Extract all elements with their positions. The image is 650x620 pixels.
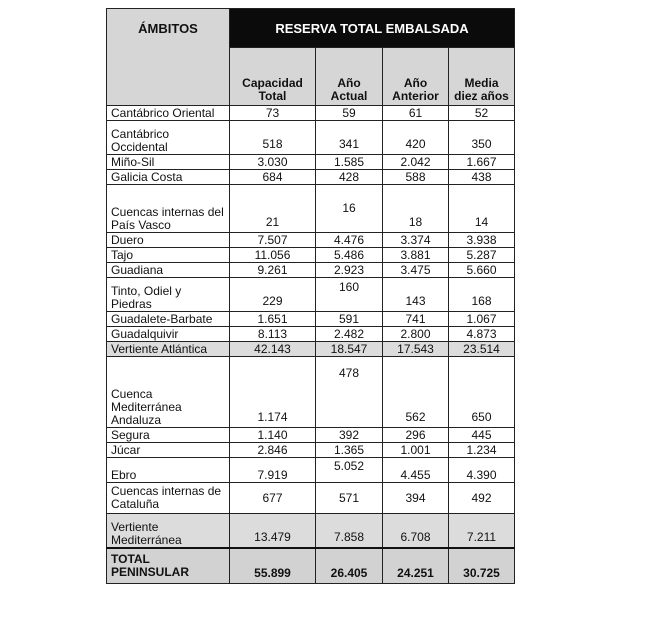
cell-actual: 5.486 <box>316 248 383 263</box>
cell-anterior: 4.455 <box>383 458 449 483</box>
cell-anterior: 17.543 <box>383 342 449 357</box>
cell-media: 5.287 <box>449 248 515 263</box>
cell-anterior: 2.800 <box>383 327 449 342</box>
cell-capacidad: 55.899 <box>230 548 316 584</box>
cell-anterior: 420 <box>383 121 449 155</box>
table-row <box>107 263 515 278</box>
row-name: Júcar <box>107 443 230 458</box>
row-name: Tajo <box>107 248 230 263</box>
header-ano-actual: Año Actual <box>316 48 383 106</box>
cell-capacidad: 42.143 <box>230 342 316 357</box>
cell-capacidad: 21 <box>230 185 316 233</box>
table-row <box>107 278 515 312</box>
row-name: Guadalquivir <box>107 327 230 342</box>
cell-capacidad: 2.846 <box>230 443 316 458</box>
row-name: Guadalete-Barbate <box>107 312 230 327</box>
table-row <box>107 443 515 458</box>
row-name: Duero <box>107 233 230 248</box>
cell-capacidad: 684 <box>230 170 316 185</box>
row-name: Segura <box>107 428 230 443</box>
cell-actual: 591 <box>316 312 383 327</box>
cell-actual: 5.052 <box>316 458 383 483</box>
row-name: Miño-Sil <box>107 155 230 170</box>
cell-actual: 341 <box>316 121 383 155</box>
cell-capacidad: 3.030 <box>230 155 316 170</box>
header-ano-anterior: Año Anterior <box>383 48 449 106</box>
subtotal-row <box>107 514 515 549</box>
row-name: Cantábrico Oriental <box>107 106 230 121</box>
header-ambitos: ÁMBITOS <box>107 9 230 106</box>
cell-actual: 478 <box>316 357 383 428</box>
cell-capacidad: 9.261 <box>230 263 316 278</box>
cell-media: 650 <box>449 357 515 428</box>
header-media-diez-anos: Media diez años <box>449 48 515 106</box>
cell-anterior: 1.001 <box>383 443 449 458</box>
cell-anterior: 18 <box>383 185 449 233</box>
row-name: Cantábrico Occidental <box>107 121 230 155</box>
cell-anterior: 61 <box>383 106 449 121</box>
cell-capacidad: 229 <box>230 278 316 312</box>
cell-media: 3.938 <box>449 233 515 248</box>
cell-capacidad: 8.113 <box>230 327 316 342</box>
table-row <box>107 170 515 185</box>
cell-anterior: 143 <box>383 278 449 312</box>
cell-media: 168 <box>449 278 515 312</box>
cell-media: 30.725 <box>449 548 515 584</box>
cell-anterior: 296 <box>383 428 449 443</box>
table-row <box>107 233 515 248</box>
table-row <box>107 483 515 514</box>
header-title: RESERVA TOTAL EMBALSADA <box>230 9 515 48</box>
cell-actual: 59 <box>316 106 383 121</box>
cell-actual: 160 <box>316 278 383 312</box>
row-name: Ebro <box>107 458 230 483</box>
header-row-top <box>107 9 515 48</box>
row-name: Galicia Costa <box>107 170 230 185</box>
reserve-table-container <box>106 8 515 584</box>
cell-anterior: 588 <box>383 170 449 185</box>
row-name: Guadiana <box>107 263 230 278</box>
cell-capacidad: 7.507 <box>230 233 316 248</box>
row-name: Cuenca Mediterránea Andaluza <box>107 357 230 428</box>
cell-capacidad: 1.174 <box>230 357 316 428</box>
cell-actual: 1.585 <box>316 155 383 170</box>
cell-anterior: 394 <box>383 483 449 514</box>
cell-capacidad: 1.651 <box>230 312 316 327</box>
cell-media: 7.211 <box>449 514 515 549</box>
cell-media: 350 <box>449 121 515 155</box>
table-row <box>107 185 515 233</box>
cell-anterior: 3.475 <box>383 263 449 278</box>
cell-media: 492 <box>449 483 515 514</box>
cell-actual: 7.858 <box>316 514 383 549</box>
cell-actual: 2.923 <box>316 263 383 278</box>
cell-media: 1.667 <box>449 155 515 170</box>
cell-capacidad: 677 <box>230 483 316 514</box>
cell-actual: 2.482 <box>316 327 383 342</box>
cell-media: 4.873 <box>449 327 515 342</box>
cell-capacidad: 7.919 <box>230 458 316 483</box>
row-name: Cuencas internas del País Vasco <box>107 185 230 233</box>
table-row <box>107 106 515 121</box>
cell-capacidad: 73 <box>230 106 316 121</box>
cell-capacidad: 1.140 <box>230 428 316 443</box>
row-name: Vertiente Atlántica <box>107 342 230 357</box>
cell-actual: 571 <box>316 483 383 514</box>
table-row <box>107 458 515 483</box>
cell-media: 1.067 <box>449 312 515 327</box>
cell-anterior: 562 <box>383 357 449 428</box>
cell-anterior: 741 <box>383 312 449 327</box>
table-row <box>107 248 515 263</box>
cell-capacidad: 13.479 <box>230 514 316 549</box>
cell-media: 1.234 <box>449 443 515 458</box>
row-name: Cuencas internas de Cataluña <box>107 483 230 514</box>
cell-media: 52 <box>449 106 515 121</box>
cell-capacidad: 11.056 <box>230 248 316 263</box>
cell-actual: 18.547 <box>316 342 383 357</box>
cell-actual: 4.476 <box>316 233 383 248</box>
cell-media: 5.660 <box>449 263 515 278</box>
table-row <box>107 312 515 327</box>
cell-media: 14 <box>449 185 515 233</box>
cell-capacidad: 518 <box>230 121 316 155</box>
cell-actual: 428 <box>316 170 383 185</box>
row-name: TOTAL PENINSULAR <box>107 548 230 584</box>
cell-media: 438 <box>449 170 515 185</box>
cell-anterior: 24.251 <box>383 548 449 584</box>
header-capacidad-total: Capacidad Total <box>230 48 316 106</box>
subtotal-row <box>107 342 515 357</box>
cell-anterior: 3.374 <box>383 233 449 248</box>
cell-media: 4.390 <box>449 458 515 483</box>
cell-actual: 392 <box>316 428 383 443</box>
reserve-table <box>106 8 515 584</box>
row-name: Vertiente Mediterránea <box>107 514 230 549</box>
cell-anterior: 3.881 <box>383 248 449 263</box>
cell-actual: 26.405 <box>316 548 383 584</box>
table-row <box>107 155 515 170</box>
cell-media: 445 <box>449 428 515 443</box>
table-row <box>107 327 515 342</box>
table-row <box>107 121 515 155</box>
table-row <box>107 357 515 428</box>
cell-media: 23.514 <box>449 342 515 357</box>
cell-anterior: 6.708 <box>383 514 449 549</box>
cell-actual: 1.365 <box>316 443 383 458</box>
cell-anterior: 2.042 <box>383 155 449 170</box>
cell-actual: 16 <box>316 185 383 233</box>
table-row <box>107 428 515 443</box>
total-row <box>107 548 515 584</box>
row-name: Tinto, Odiel y Piedras <box>107 278 230 312</box>
